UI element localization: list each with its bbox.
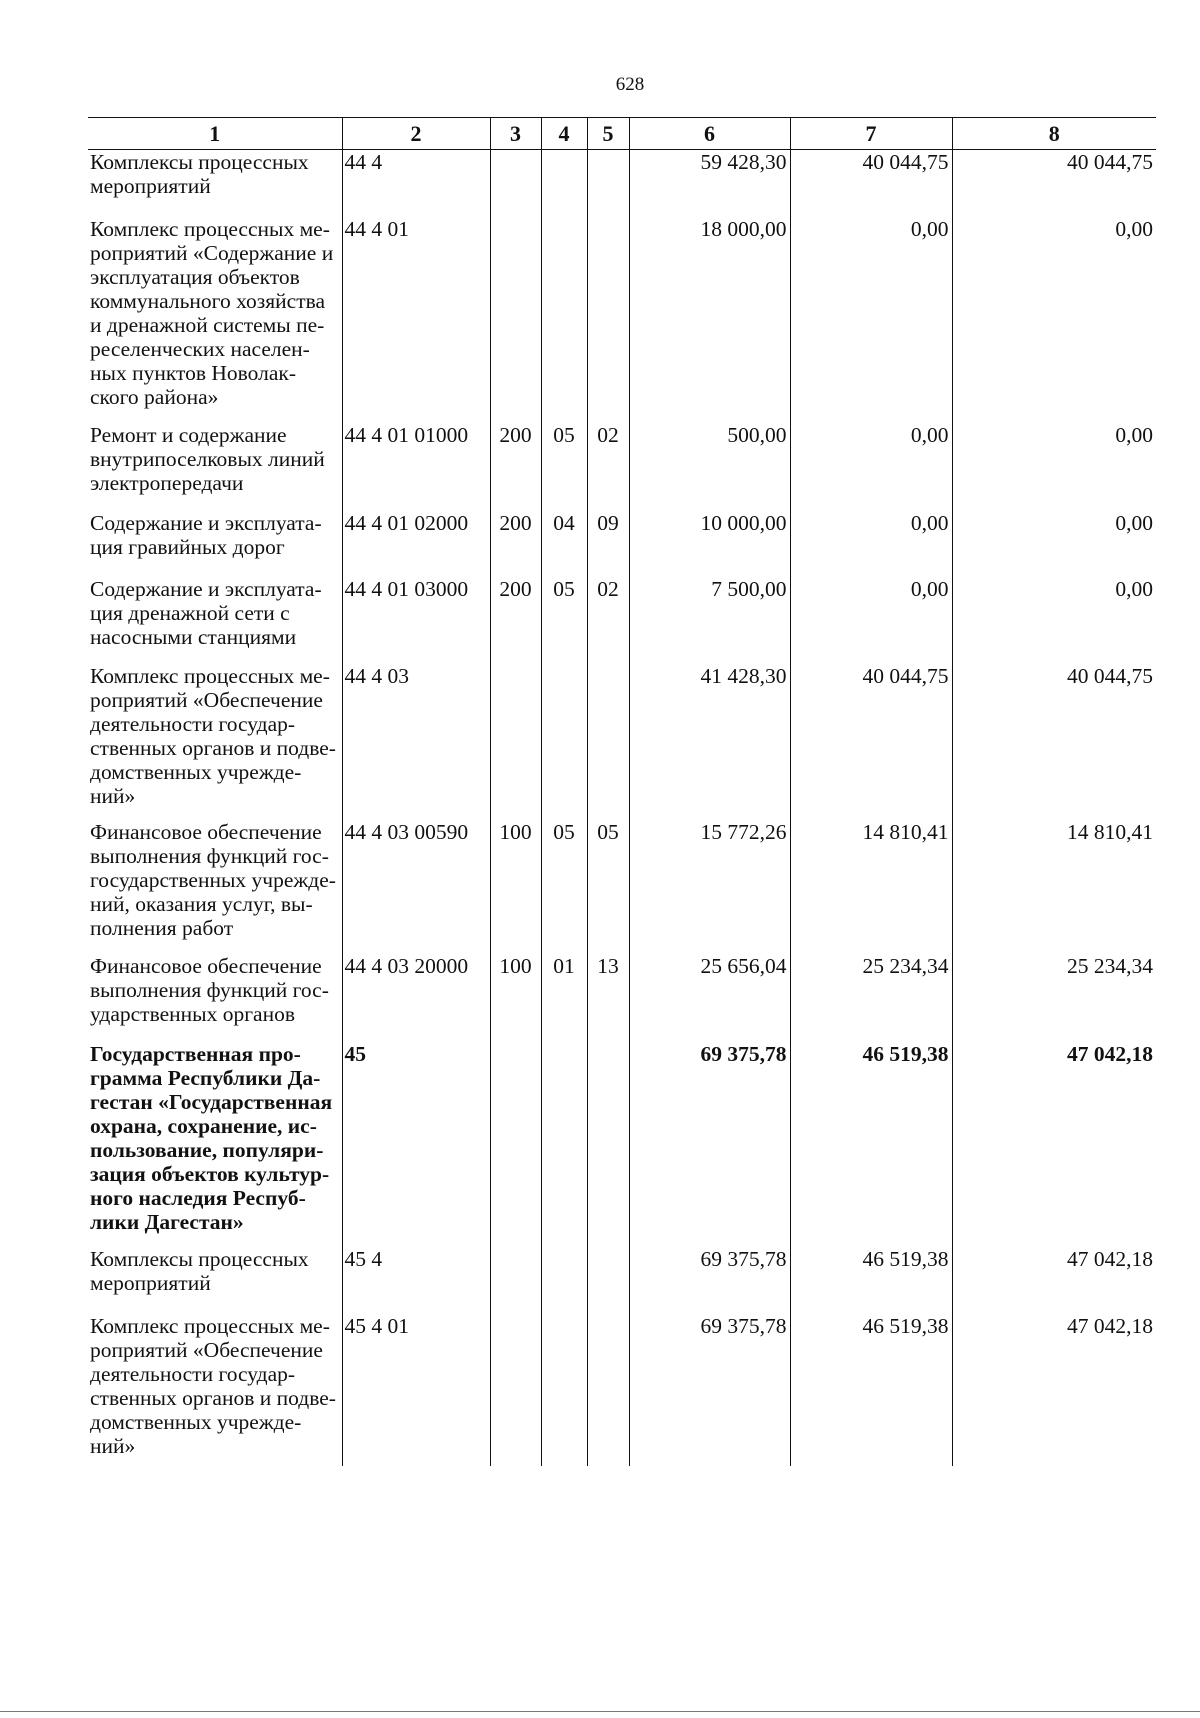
cell-value-6: 10 000,00 (629, 511, 790, 577)
bottom-scan-edge (0, 1711, 1200, 1712)
cell-name-line: внутрипоселковых линий (90, 446, 325, 471)
cell-value-8: 47 042,18 (952, 1042, 1156, 1247)
cell-name-line: ция гравийных дорог (90, 534, 285, 559)
cell-value-6: 7 500,00 (629, 577, 790, 664)
cell-name-line: коммунального хозяйства (90, 288, 326, 313)
cell-name-line: Содержание и эксплуата- (90, 576, 322, 601)
cell-col-4: 05 (541, 423, 587, 511)
cell-col-4 (541, 217, 587, 423)
cell-code: 44 4 03 (342, 664, 490, 820)
cell-col-5 (587, 664, 629, 820)
cell-name-line: лики Дагестан» (90, 1209, 244, 1234)
cell-name (88, 820, 342, 954)
cell-name-line: Содержание и эксплуата- (90, 510, 322, 535)
table-row (88, 217, 1156, 423)
cell-col-5: 02 (587, 423, 629, 511)
cell-col-3 (490, 150, 541, 217)
cell-code: 45 4 01 (342, 1314, 490, 1466)
cell-name-line: пользование, популяри- (90, 1137, 324, 1162)
cell-name-line: охрана, сохранение, ис- (90, 1113, 317, 1138)
cell-code: 44 4 01 01000 (342, 423, 490, 511)
cell-name (88, 577, 342, 664)
cell-name-line: ний, оказания услуг, вы- (90, 891, 313, 916)
header-col-6: 6 (629, 118, 790, 150)
table-row (88, 820, 1156, 954)
cell-name-line: Комплексы процессных (90, 1246, 309, 1271)
cell-col-3 (490, 1247, 541, 1314)
cell-name-line: деятельности государ- (90, 1361, 296, 1386)
cell-name-line: Государственная про- (90, 1041, 301, 1066)
cell-name-line: выполнения функций гос- (90, 843, 329, 868)
cell-value-7: 40 044,75 (790, 664, 952, 820)
cell-col-3: 100 (490, 954, 541, 1042)
cell-value-8: 0,00 (952, 577, 1156, 664)
cell-code: 44 4 01 (342, 217, 490, 423)
table-row (88, 511, 1156, 577)
cell-name-line: выполнения функций гос- (90, 977, 329, 1002)
cell-col-4 (541, 150, 587, 217)
header-col-3: 3 (490, 118, 541, 150)
cell-value-7: 25 234,34 (790, 954, 952, 1042)
cell-value-6: 18 000,00 (629, 217, 790, 423)
cell-name-line: деятельности государ- (90, 711, 296, 736)
page-number: 628 (615, 74, 645, 95)
cell-name (88, 1247, 342, 1314)
table-row (88, 577, 1156, 664)
cell-name-line: Комплекс процессных ме- (90, 663, 330, 688)
cell-name-line: насосными станциями (90, 624, 297, 649)
cell-name-line: ний» (90, 783, 136, 808)
cell-value-7: 0,00 (790, 577, 952, 664)
cell-value-7: 0,00 (790, 511, 952, 577)
cell-value-7: 46 519,38 (790, 1314, 952, 1466)
cell-col-4 (541, 1314, 587, 1466)
cell-value-8: 0,00 (952, 217, 1156, 423)
cell-name-line: ственных органов и подве- (90, 735, 336, 760)
cell-col-5: 05 (587, 820, 629, 954)
cell-col-4: 05 (541, 577, 587, 664)
cell-value-6: 500,00 (629, 423, 790, 511)
cell-col-3: 200 (490, 511, 541, 577)
cell-col-3: 200 (490, 423, 541, 511)
cell-col-5 (587, 1247, 629, 1314)
cell-name-line: ного наследия Респуб- (90, 1185, 306, 1210)
cell-name-line: зация объектов культур- (90, 1161, 330, 1186)
cell-name-line: мероприятий (90, 174, 211, 198)
cell-value-6: 69 375,78 (629, 1314, 790, 1466)
cell-col-5: 13 (587, 954, 629, 1042)
cell-name-line: ция дренажной сети с (90, 600, 290, 625)
cell-name (88, 423, 342, 511)
cell-value-6: 59 428,30 (629, 150, 790, 217)
cell-name-line: ний» (90, 1433, 136, 1458)
cell-name-line: ского района» (90, 384, 219, 409)
cell-col-5 (587, 150, 629, 217)
cell-name-line: роприятий «Обеспечение (90, 687, 323, 712)
cell-value-8: 25 234,34 (952, 954, 1156, 1042)
cell-col-4 (541, 1042, 587, 1247)
cell-value-7: 46 519,38 (790, 1247, 952, 1314)
cell-name-line: и дренажной системы пе- (90, 312, 325, 337)
cell-name-line: Ремонт и содержание (90, 422, 287, 447)
cell-name-line: гестан «Государственная (90, 1089, 333, 1114)
cell-col-5 (587, 217, 629, 423)
cell-col-5: 02 (587, 577, 629, 664)
cell-value-7: 0,00 (790, 423, 952, 511)
table-row (88, 1247, 1156, 1314)
header-col-5: 5 (587, 118, 629, 150)
cell-name-line: реселенческих населен- (90, 336, 310, 361)
cell-col-3: 100 (490, 820, 541, 954)
cell-name (88, 150, 342, 217)
cell-name (88, 217, 342, 423)
cell-value-8: 47 042,18 (952, 1314, 1156, 1466)
cell-name-line: Комплекс процессных ме- (90, 216, 330, 241)
cell-name (88, 1042, 342, 1247)
cell-value-8: 40 044,75 (952, 664, 1156, 820)
table-row (88, 1042, 1156, 1247)
cell-name-line: грамма Республики Да- (90, 1065, 321, 1090)
cell-col-3 (490, 217, 541, 423)
cell-name-line: Финансовое обеспечение (90, 953, 322, 978)
table-row (88, 150, 1156, 217)
cell-name-line: государственных учрежде- (90, 867, 336, 892)
cell-col-5 (587, 1314, 629, 1466)
cell-code: 44 4 03 20000 (342, 954, 490, 1042)
cell-col-4 (541, 1247, 587, 1314)
cell-value-8: 14 810,41 (952, 820, 1156, 954)
header-col-1: 1 (88, 118, 342, 150)
cell-name (88, 954, 342, 1042)
cell-name-line: мероприятий (90, 1270, 211, 1295)
header-col-8: 8 (952, 118, 1156, 150)
cell-value-8: 0,00 (952, 511, 1156, 577)
budget-table (88, 117, 1156, 1466)
header-col-7: 7 (790, 118, 952, 150)
cell-name-line: Финансовое обеспечение (90, 819, 322, 844)
cell-code: 44 4 03 00590 (342, 820, 490, 954)
cell-value-8: 0,00 (952, 423, 1156, 511)
cell-value-6: 25 656,04 (629, 954, 790, 1042)
cell-name (88, 664, 342, 820)
table-row (88, 423, 1156, 511)
cell-col-4: 05 (541, 820, 587, 954)
cell-col-3 (490, 1314, 541, 1466)
cell-code: 44 4 01 02000 (342, 511, 490, 577)
header-col-2: 2 (342, 118, 490, 150)
cell-name-line: домственных учрежде- (90, 1409, 302, 1434)
cell-name-line: ственных органов и подве- (90, 1385, 336, 1410)
cell-col-5 (587, 1042, 629, 1247)
cell-col-4 (541, 664, 587, 820)
cell-code: 45 (342, 1042, 490, 1247)
cell-name (88, 1314, 342, 1466)
header-col-4: 4 (541, 118, 587, 150)
cell-code: 44 4 01 03000 (342, 577, 490, 664)
cell-name-line: полнения работ (90, 915, 234, 940)
cell-value-7: 14 810,41 (790, 820, 952, 954)
cell-name-line: эксплуатация объектов (90, 264, 300, 289)
table-row (88, 664, 1156, 820)
cell-name-line: Комплекс процессных ме- (90, 1313, 330, 1338)
cell-value-8: 40 044,75 (952, 150, 1156, 217)
cell-value-7: 46 519,38 (790, 1042, 952, 1247)
cell-name-line: роприятий «Обеспечение (90, 1337, 323, 1362)
cell-name-line: ных пунктов Новолак- (90, 360, 297, 385)
cell-name-line: электропередачи (90, 470, 244, 495)
cell-code: 45 4 (342, 1247, 490, 1314)
table-row (88, 954, 1156, 1042)
cell-value-6: 41 428,30 (629, 664, 790, 820)
cell-col-4: 04 (541, 511, 587, 577)
cell-name-line: домственных учрежде- (90, 759, 302, 784)
cell-col-5: 09 (587, 511, 629, 577)
cell-name-line: роприятий «Содержание и (90, 240, 334, 265)
cell-value-7: 40 044,75 (790, 150, 952, 217)
header-row (88, 118, 1156, 150)
cell-col-3 (490, 664, 541, 820)
cell-col-3 (490, 1042, 541, 1247)
cell-value-7: 0,00 (790, 217, 952, 423)
table-body (88, 150, 1156, 1466)
cell-col-4: 01 (541, 954, 587, 1042)
cell-code: 44 4 (342, 150, 490, 217)
cell-name-line: ударственных органов (90, 1001, 295, 1026)
cell-name (88, 511, 342, 577)
cell-value-6: 15 772,26 (629, 820, 790, 954)
cell-value-8: 47 042,18 (952, 1247, 1156, 1314)
cell-value-6: 69 375,78 (629, 1247, 790, 1314)
cell-value-6: 69 375,78 (629, 1042, 790, 1247)
cell-col-3: 200 (490, 577, 541, 664)
table-row (88, 1314, 1156, 1466)
cell-name-line: Комплексы процессных (90, 150, 309, 174)
